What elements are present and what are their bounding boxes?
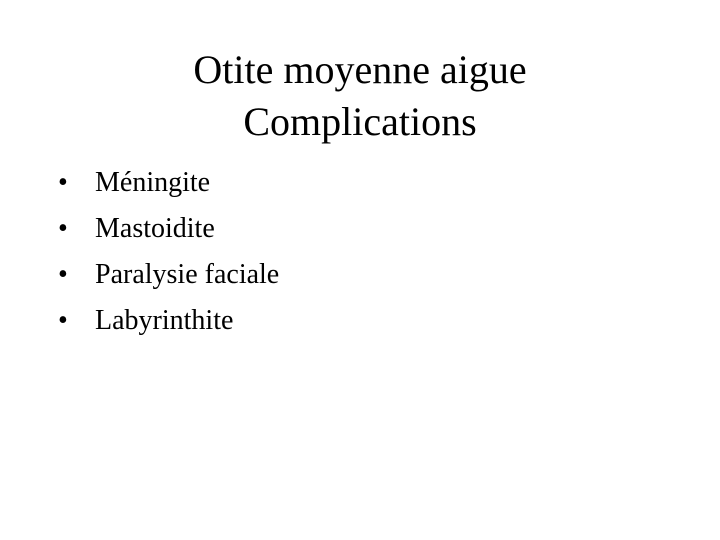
bullet-text: Labyrinthite [95, 305, 234, 336]
bullet-item-labyrinthite [58, 298, 279, 344]
bullet-text: Paralysie faciale [95, 259, 280, 290]
bullet-list [58, 160, 279, 344]
bullet-marker: • [58, 305, 68, 336]
bullet-item-meningite [58, 160, 279, 206]
bullet-marker: • [58, 167, 68, 198]
bullet-marker: • [58, 213, 68, 244]
bullet-marker: • [58, 259, 68, 290]
bullet-item-paralysie-faciale [58, 252, 279, 298]
title-line-2: Complications [243, 99, 477, 144]
bullet-text: Mastoidite [95, 213, 215, 244]
bullet-item-mastoidite [58, 206, 279, 252]
slide-title [0, 44, 720, 148]
bullet-text: Méningite [95, 167, 211, 198]
title-line-1: Otite moyenne aigue [193, 47, 527, 92]
